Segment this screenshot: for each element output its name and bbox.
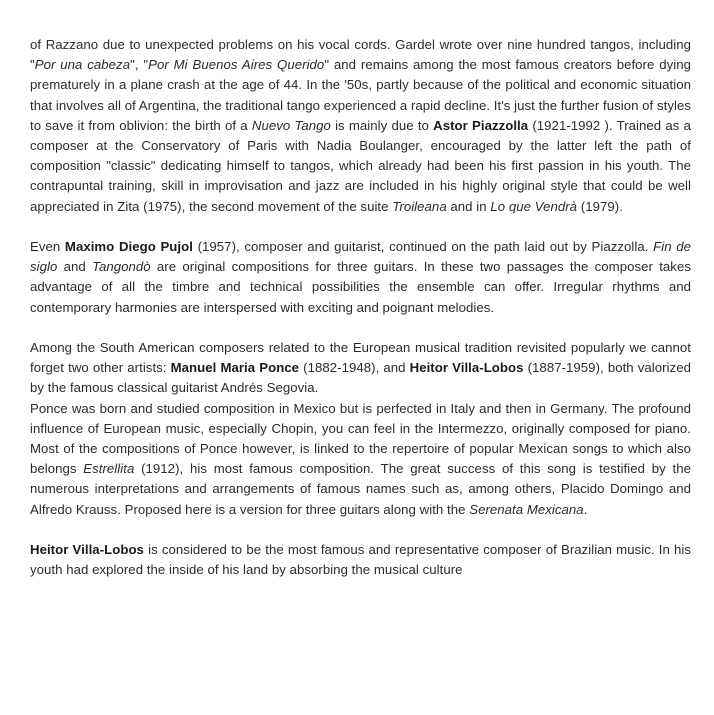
text-run: (1979). [577, 198, 623, 214]
text-run: Even [30, 239, 65, 255]
text-run: ", " [130, 57, 149, 73]
text-run: . [583, 501, 588, 517]
italic-title: Troileana [392, 198, 447, 214]
text-run: (1957), composer and guitarist, continued on the path laid out by Piazzolla. [192, 239, 654, 255]
bold-name: Maximo Diego Pujol [64, 239, 193, 255]
italic-title: Nuevo Tango [251, 117, 331, 133]
text-run: is mainly due to [330, 117, 434, 133]
text-run: Ponce was born and studied composition in Mexico but is perfected in Italy and then in Germany. The profound influence of European music, especially Chopin, you can feel in the Intermezzo, originally composed for piano. Most of the compositions of Ponce however, is linked to the repertoire of popular Mexican songs to which also belongs [30, 400, 691, 477]
bold-name: Heitor Villa-Lobos [30, 542, 144, 558]
paragraph-piazzolla [30, 35, 691, 217]
bold-name: Manuel Maria Ponce [170, 360, 300, 376]
italic-title: Tangondò [92, 259, 151, 275]
paragraph-ponce [30, 399, 691, 520]
bold-name: Heitor Villa-Lobos [409, 360, 524, 376]
italic-title: Por una cabeza [34, 57, 131, 73]
italic-title: Serenata Mexicana [469, 501, 584, 517]
text-run: are original compositions for three guitars. In these two passages the composer takes advantage of all the timbre and technical possibilities the ensemble can offer. Irregular rhythms and contemporary harmonies are interspersed with exciting and poignant melodies. [30, 259, 691, 315]
text-run: " and remains among the most famous creators before dying prematurely in a plane crash at the age of 44. In the '50s, partly because of the political and economic situation that involves all of Argentina, the traditional tango experienced a rapid decline. It's just the further fusion of styles to save it from oblivion: the birth of a [30, 57, 692, 133]
text-run: and [57, 259, 93, 275]
italic-title: Por Mi Buenos Aires Querido [148, 57, 325, 73]
paragraph-pujol [30, 237, 691, 318]
text-run: (1912), his most famous composition. The great success of this song is testified by the numerous interpretations and arrangements of famous names such as, among others, Placido Domingo and Alfredo Krauss. Proposed here is a version for three guitars along with the [30, 461, 691, 517]
text-run: (1882-1948), and [299, 360, 410, 376]
italic-title: Lo que Vendrà [490, 198, 578, 214]
italic-title: Fin de siglo [30, 239, 691, 275]
paragraph-ponce-villa-lobos-intro [30, 338, 691, 399]
text-run: Among the South American composers related to the European musical tradition revisited popularly we cannot forget two other artists: [30, 340, 691, 376]
italic-title: Estrellita [83, 461, 135, 477]
text-run: is considered to be the most famous and representative composer of Brazilian music. In his youth had explored the inside of his land by absorbing the musical culture [30, 542, 692, 578]
text-run: and in [446, 198, 491, 214]
bold-name: Astor Piazzolla [433, 117, 529, 133]
document-body [30, 35, 691, 601]
text-run: of Razzano due to unexpected problems on his vocal cords. Gardel wrote over nine hundred tangos, including " [30, 37, 691, 73]
paragraph-villa-lobos [30, 540, 691, 580]
text-run: (1921-1992 ). Trained as a composer at the Conservatory of Paris with Nadia Boulanger, encouraged by the latter left the path of composition "classic" dedicating himself to tangos, which already had been his first passion in his youth. The contrapuntal training, skill in improvisation and jazz are included in his highly original style that could be well appreciated in Zita (1975), the second movement of the suite [30, 117, 691, 214]
text-run: (1887-1959), both valorized by the famous classical guitarist Andrés Segovia. [30, 360, 692, 396]
